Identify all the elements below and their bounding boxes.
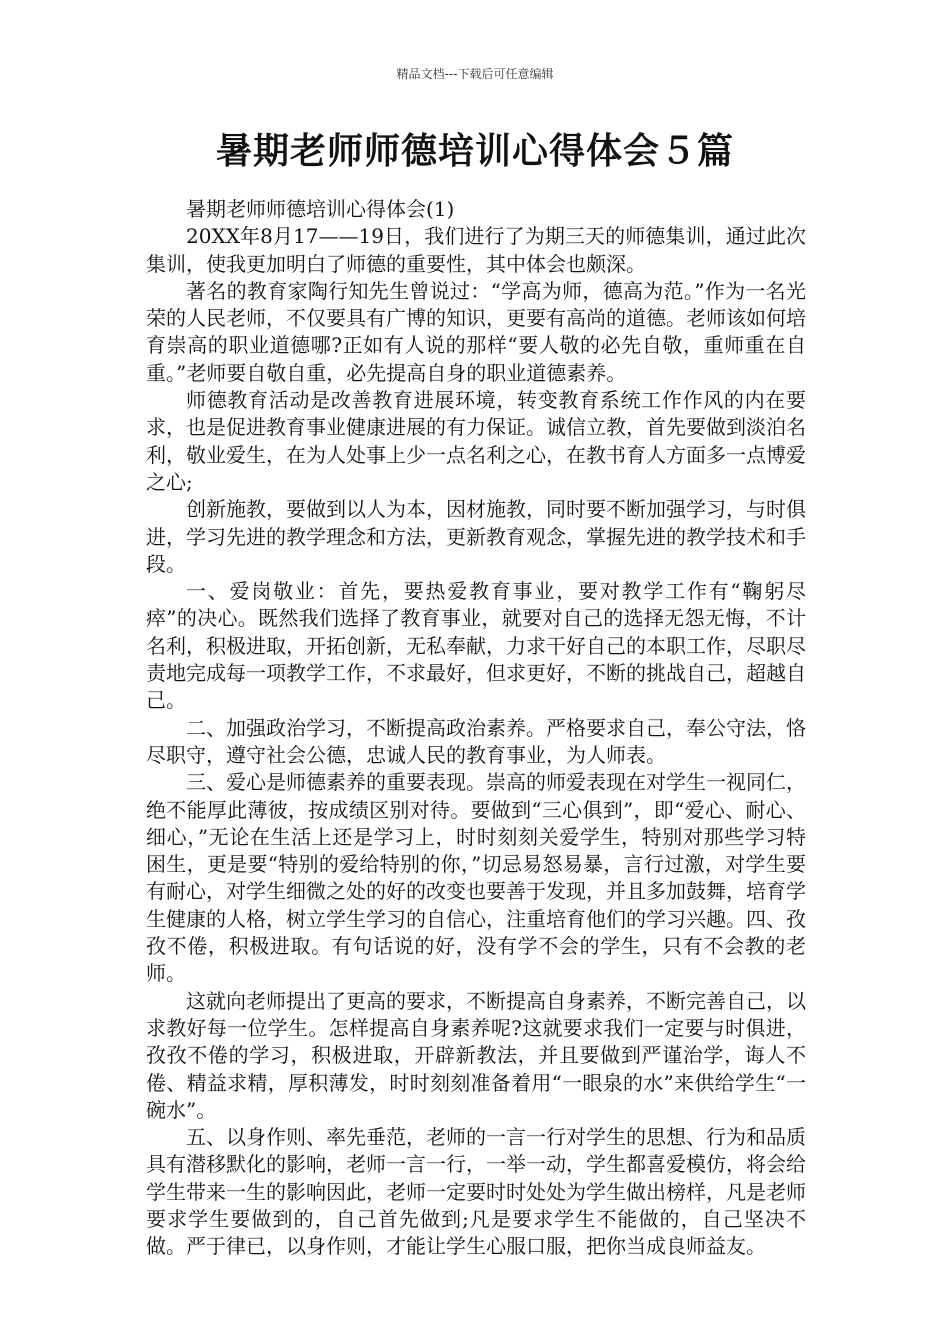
paragraph: 五、以身作则、率先垂范，老师的一言一行对学生的思想、行为和品质具有潜移默化的影响，老师一言一行，一举一动，学生都喜爱模仿，将会给学生带来一生的影响因此，老师一定要时时处处为学生做出榜样，凡是老师要求学生要做到的，自己首先做到;凡是要求学生不能做的，自己坚决不做。严于律已，以身作则，才能让学生心服口服，把你当成良师益友。: [146, 1125, 806, 1259]
paragraph: 一、爱岗敬业：首先，要热爱教育事业，要对教学工作有“鞠躬尽瘁”的决心。既然我们选择了教育事业，就要对自己的选择无怨无悔，不计名利，积极进取，开拓创新，无私奉献，力求干好自己的本职工作，尽职尽责地完成每一项教学工作，不求最好，但求更好，不断的挑战自己，超越自己。: [146, 579, 806, 713]
document-title: 暑期老师师德培训心得体会５篇: [215, 131, 734, 172]
paragraph: 著名的教育家陶行知先生曾说过：“学高为师，德高为范。”作为一名光荣的人民老师，不仅要具有广博的知识，更要有高尚的道德。老师该如何培育崇高的职业道德哪?正如有人说的那样“要人敬的必先自敬，重师重在自重。”老师要自敬自重，必先提高自身的职业道德素养。: [146, 278, 806, 385]
paragraph: 20XX年8月17——19日，我们进行了为期三天的师德集训，通过此次集训，使我更加明白了师德的重要性，其中体会也颇深。: [146, 224, 806, 276]
paragraph: 三、爱心是师德素养的重要表现。崇高的师爱表现在对学生一视同仁，绝不能厚此薄彼，按成绩区别对待。要做到“三心俱到”，即“爱心、耐心、细心，”无论在生活上还是学习上，时时刻刻关爱学生，特别对那些学习特困生，更是要“特别的爱给特别的你，”切忌易怒易暴，言行过激，对学生要有耐心，对学生细微之处的好的改变也要善于发现，并且多加鼓舞，培育学生健康的人格，树立学生学习的自信心，注重培育他们的学习兴趣。四、孜孜不倦，积极进取。有句话说的好，没有学不会的学生，只有不会教的老师。: [146, 770, 806, 986]
paragraph: 二、加强政治学习，不断提高政治素养。严格要求自己，奉公守法，恪尽职守，遵守社会公德，忠诚人民的教育事业，为人师表。: [146, 715, 806, 767]
document-body: [146, 196, 806, 1261]
paragraph: 创新施教，要做到以人为本，因材施教，同时要不断加强学习，与时俱进，学习先进的教学理念和方法，更新教育观念，掌握先进的教学技术和手段。: [146, 497, 806, 576]
paragraph: 这就向老师提出了更高的要求，不断提高自身素养，不断完善自己，以求教好每一位学生。怎样提高自身素养呢?这就要求我们一定要与时俱进，孜孜不倦的学习，积极进取，开辟新教法，并且要做到严谨治学，诲人不倦、精益求精，厚积薄发，时时刻刻准备着用“一眼泉的水”来供给学生“一碗水”。: [146, 988, 806, 1122]
page-header: 精品文档---下载后可任意编辑: [396, 67, 554, 81]
paragraph: 师德教育活动是改善教育进展环境，转变教育系统工作作风的内在要求，也是促进教育事业健康进展的有力保证。诚信立教，首先要做到淡泊名利，敬业爱生，在为人处事上少一点名利之心，在教书育人方面多一点博爱之心;: [146, 388, 806, 494]
paragraph-subtitle: 暑期老师师德培训心得体会(1): [186, 197, 455, 221]
